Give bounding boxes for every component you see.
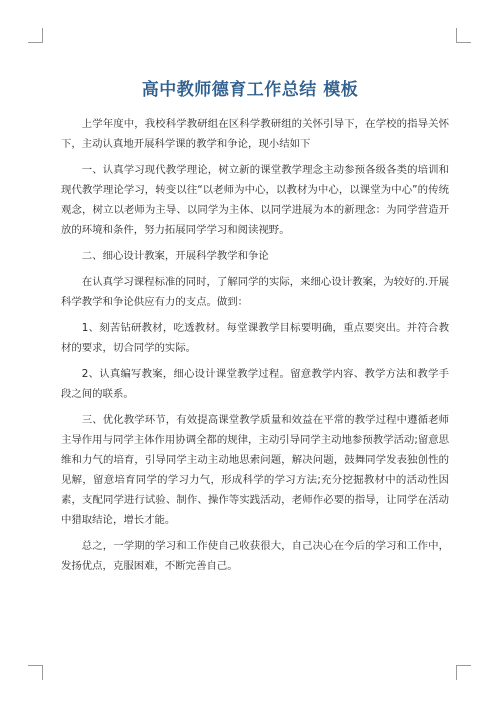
paragraph-section-1: 一、认真学习现代教学理论，树立新的课堂教学理念主动参预各级各类的培训和现代教学理论学习，转变以往“以老师为中心，以教材为中心，以课堂为中心”的传统观念，树立以老师为主导、以同学为主体、以同学进展为本的新理念：为同学营造开放的环境和条件，努力拓展同学学习和阅读视野。 [61,164,449,236]
crop-mark-bottom-right [456,665,471,680]
crop-mark-top-left [28,28,43,43]
crop-mark-top-right [456,28,471,43]
paragraph-item-2: 2、认真编写教案，细心设计课堂教学过程。留意教学内容、教学方法和教学手段之间的联系。 [61,368,449,400]
document-title: 高中教师德育工作总结 模板 [141,80,359,101]
heading-section-2: 二、细心设计教案，开展科学教学和争论 [81,250,269,262]
document-body [61,114,449,582]
paragraph-section-2-intro: 在认真学习课程标准的同时，了解同学的实际，来细心设计教案，为较好的.开展科学教学和争论供应有力的支点。做到： [61,276,449,308]
paragraph-section-3: 三、优化教学环节，有效提高课堂教学质量和效益在平常的教学过程中遵循老师主导作用与同学主体作用协调全都的规律，主动引导同学主动地参预教学活动;留意思维和力气的培育，引导同学主动主动地思索问题，解决问题，鼓舞同学发表独创性的见解，留意培育同学的学习力气，形成科学的学习方法;充分挖掘教材中的活动性因素，支配同学进行试验、制作、操作等实践活动，老师作必要的指导，让同学在活动中猎取结论，增长才能。 [61,414,449,526]
paragraph-item-1: 1、刻苦钻研教材，吃透教材。每堂课教学目标要明确，重点要突出。并符合教材的要求，切合同学的实际。 [61,322,449,354]
crop-mark-bottom-left [28,665,43,680]
paragraph-intro: 上学年度中，我校科学教研组在区科学教研组的关怀引导下，在学校的指导关怀下，主动认真地开展科学课的教学和争论，现小结如下 [61,118,449,150]
paragraph-conclusion: 总之，一学期的学习和工作使自己收获很大，自己决心在今后的学习和工作中，发扬优点，克服困难，不断完善自己。 [61,540,449,572]
